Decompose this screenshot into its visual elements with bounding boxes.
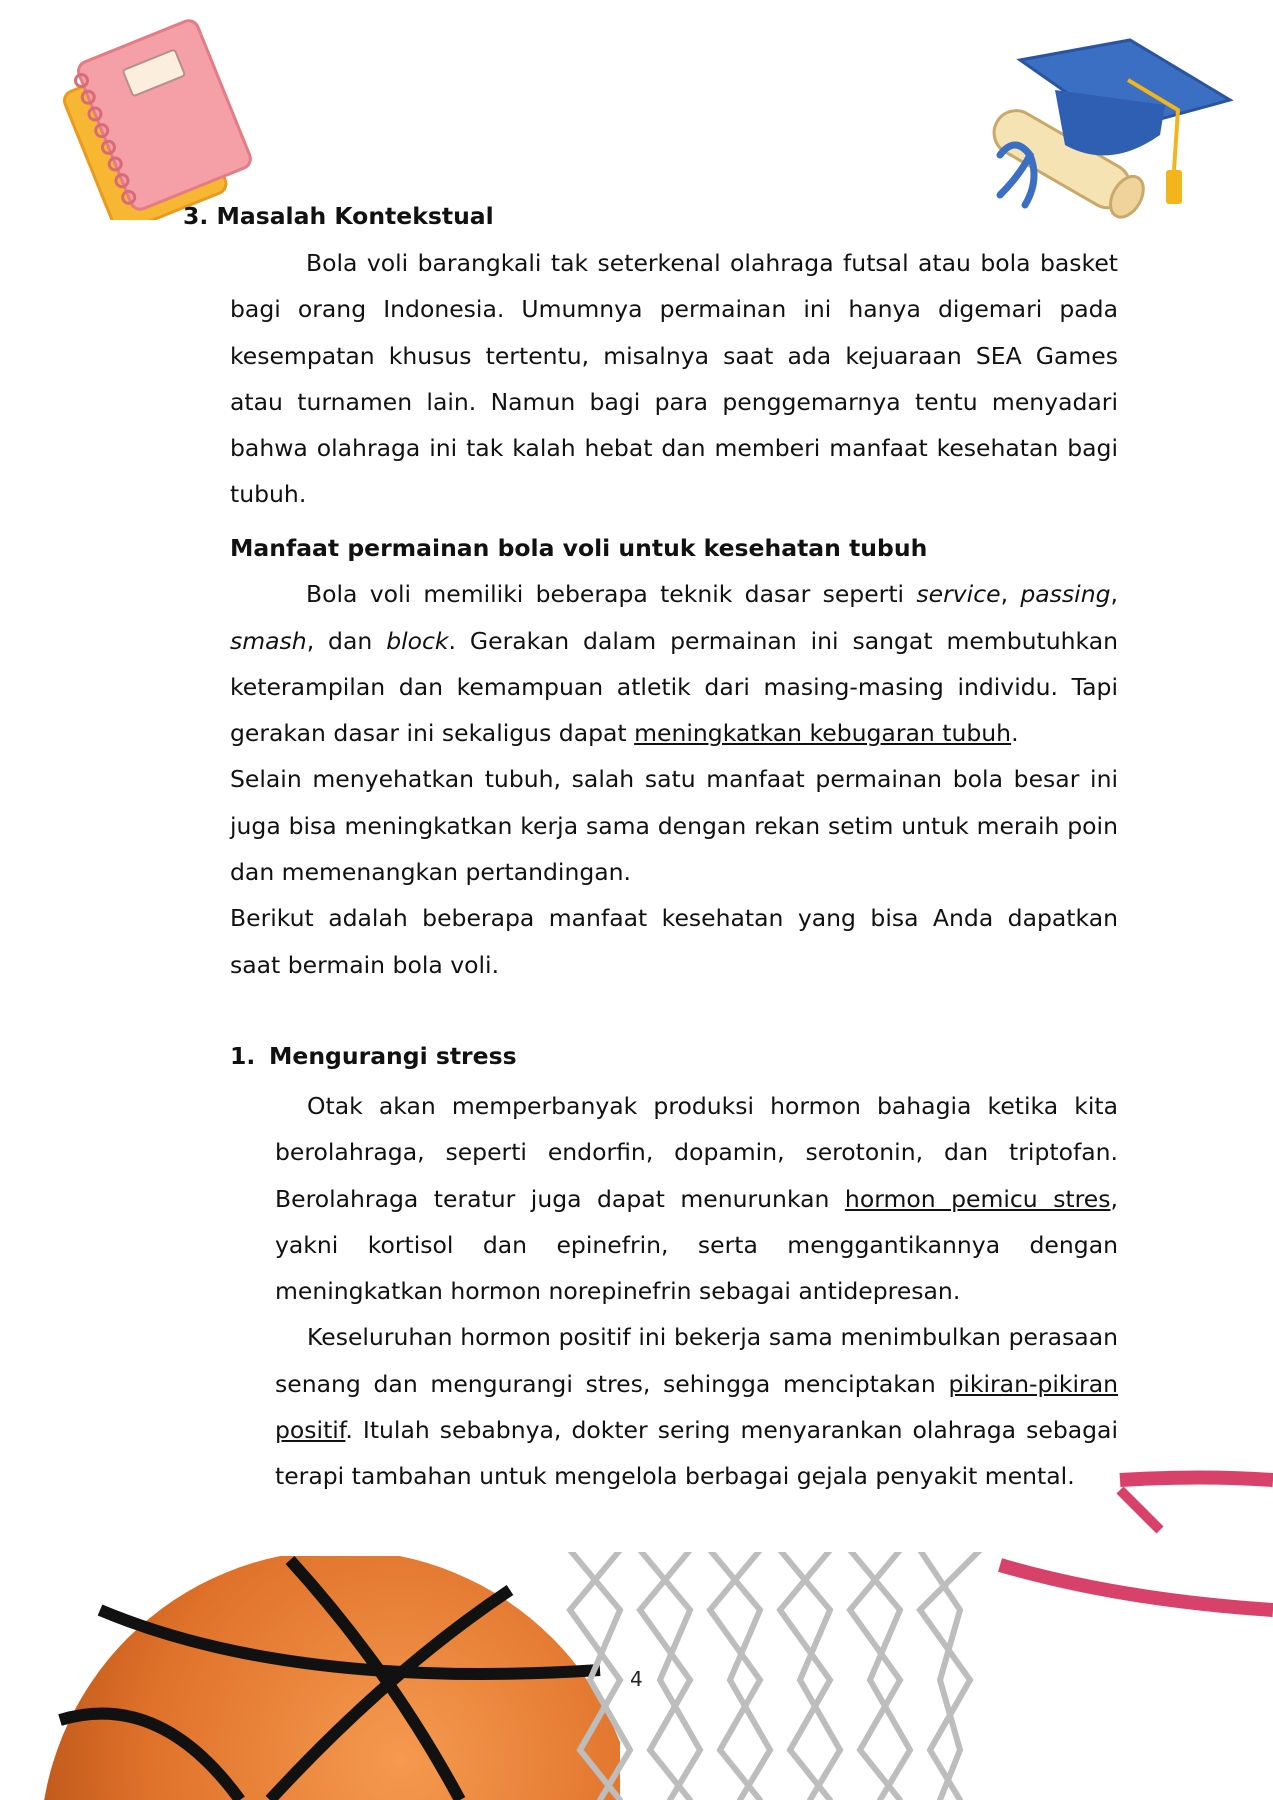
- benefits-block: [230, 525, 1118, 988]
- section-title: 3. Masalah Kontekstual: [183, 202, 494, 230]
- intro-block: [230, 240, 1118, 518]
- benefits-heading: Manfaat permainan bola voli untuk kesehatan tubuh: [230, 534, 928, 562]
- benefits-paragraph-2: Selain menyehatkan tubuh, salah satu manfaat permainan bola besar ini juga bisa meningkatkan kerja sama dengan rekan setim untuk meraih poin dan memenangkan pertandingan.: [230, 765, 1118, 887]
- link-kebugaran-tubuh[interactable]: meningkatkan kebugaran tubuh: [634, 719, 1012, 748]
- term-service: service: [916, 580, 1001, 609]
- graduation-cap-icon: [960, 20, 1240, 230]
- point-1-heading: Mengurangi stress: [269, 1042, 517, 1070]
- benefits-paragraph-3: Berikut adalah beberapa manfaat kesehatan yang bisa Anda dapatkan saat bermain bola voli.: [230, 904, 1118, 979]
- point-1-paragraph-1: Otak akan memperbanyak produksi hormon bahagia ketika kita berolahraga, seperti endorfin, dopamin, serotonin, dan triptofan. Berolahraga teratur juga dapat menurunkan hormon pemicu stres, yakni kortisol dan epinefrin, serta menggantikannya dengan meningkatkan hormon norepinefrin sebagai antidepresan.: [275, 1092, 1118, 1306]
- point-1-number: 1.: [230, 1042, 256, 1070]
- notebook-icon: [40, 10, 280, 220]
- term-smash: smash: [230, 626, 307, 655]
- link-pikiran-positif[interactable]: pikiran-pikiran positif: [275, 1369, 1118, 1445]
- term-passing: passing: [1020, 580, 1111, 609]
- basketball-net-icon: [560, 1470, 1273, 1800]
- link-hormon-pemicu-stres[interactable]: hormon pemicu stres: [844, 1184, 1111, 1213]
- page-number: 4: [630, 1667, 643, 1691]
- benefits-paragraph-1: Bola voli memiliki beberapa teknik dasar seperti service, passing, smash, dan block. Gerakan dalam permainan ini sangat membutuhkan keterampilan dan kemampuan atletik dari masing-masing individu. Tapi gerakan dasar ini sekaligus dapat meningkatkan kebugaran tubuh.: [230, 580, 1118, 748]
- term-block: block: [386, 626, 449, 655]
- intro-paragraph: Bola voli barangkali tak seterkenal olahraga futsal atau bola basket bagi orang Indonesia. Umumnya permainan ini hanya digemari pada kesempatan khusus tertentu, misalnya saat ada kejuaraan SEA Games atau turnamen lain. Namun bagi para penggemarnya tentu menyadari bahwa olahraga ini tak kalah hebat dan memberi manfaat kesehatan bagi tubuh.: [230, 249, 1118, 509]
- basketball-icon: [40, 1520, 620, 1800]
- point-1-paragraph-2: Keseluruhan hormon positif ini bekerja sama menimbulkan perasaan senang dan mengurangi stres, sehingga menciptakan pikiran-pikiran positif. Itulah sebabnya, dokter sering menyarankan olahraga sebagai terapi tambahan untuk mengelola berbagai gejala penyakit mental.: [275, 1323, 1118, 1491]
- point-1-block: [275, 1083, 1118, 1500]
